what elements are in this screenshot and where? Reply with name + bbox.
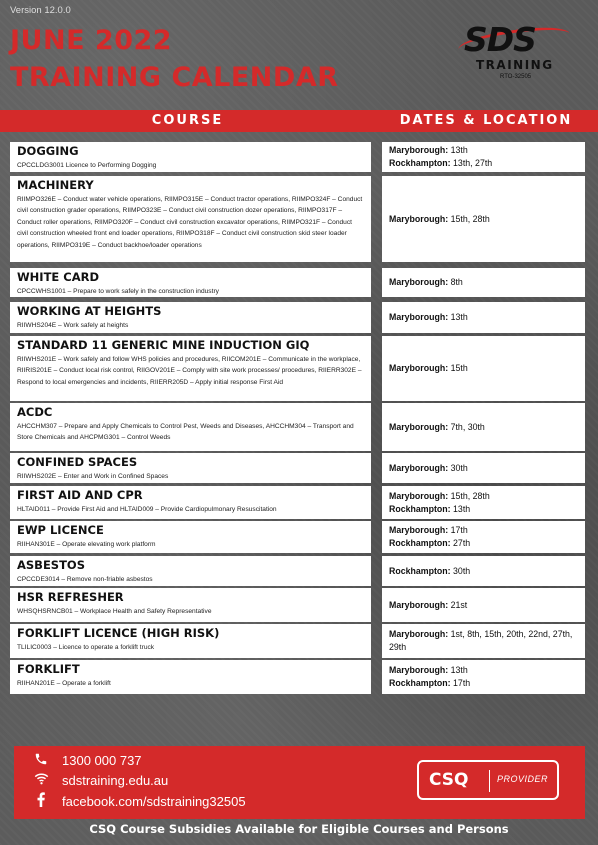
date-line bbox=[389, 524, 578, 537]
course-description: CPCCWHS1001 – Prepare to work safely in the construction industry bbox=[17, 288, 219, 295]
date-line bbox=[389, 565, 578, 578]
wifi-icon bbox=[32, 772, 50, 788]
course-row bbox=[10, 588, 371, 622]
dates-cell bbox=[382, 403, 585, 451]
course-column-header: COURSE bbox=[151, 113, 224, 128]
course-description: HLTAID011 – Provide First Aid and HLTAID009 – Provide Cardiopulmonary Resuscitation bbox=[17, 506, 277, 513]
date-values: 1st, 8th, 15th, 20th, 22nd, 27th, 29th bbox=[389, 629, 573, 652]
dates-cell bbox=[382, 486, 585, 519]
facebook-icon bbox=[32, 792, 50, 810]
course-title: ASBESTOS bbox=[17, 558, 85, 572]
course-description: RIIHAN201E – Operate a forklift bbox=[17, 680, 111, 687]
course-row bbox=[10, 142, 371, 172]
location-label: Maryborough: bbox=[389, 629, 449, 639]
page-title bbox=[10, 22, 339, 96]
location-label: Rockhampton: bbox=[389, 565, 451, 576]
location-label: Maryborough: bbox=[389, 421, 449, 432]
dates-cell bbox=[382, 268, 585, 297]
date-line bbox=[389, 677, 578, 690]
phone-contact[interactable] bbox=[32, 752, 142, 769]
location-label: Maryborough: bbox=[389, 490, 449, 501]
course-description: TLILIC0003 – Licence to operate a forklift truck bbox=[17, 644, 155, 651]
location-label: Maryborough: bbox=[389, 145, 449, 155]
location-label: Maryborough: bbox=[389, 312, 449, 322]
date-values: 7th, 30th bbox=[448, 421, 485, 432]
dates-cell bbox=[382, 521, 585, 553]
date-values: 13th bbox=[448, 312, 468, 322]
date-values: 17th bbox=[448, 525, 468, 535]
course-description: RIIWHS201E – Work safely and follow WHS policies and procedures, RIICOM201E – Communicate in the workplace, RIIRIS201E – Conduct local risk control, RIIGOV201E – Comply with site work processes/ procedures, RIIERR302E – Respond to local emergencies and incidents, RIIERR205D – Apply initial response First Aid bbox=[17, 356, 362, 386]
date-values: 30th bbox=[448, 462, 468, 473]
course-row bbox=[10, 624, 371, 658]
course-title: ACDC bbox=[17, 405, 53, 419]
dates-cell bbox=[382, 336, 585, 401]
date-line bbox=[389, 628, 578, 654]
title-line-1: JUNE 2022 bbox=[10, 25, 173, 56]
date-values: 21st bbox=[448, 599, 468, 610]
date-values: 13th bbox=[448, 665, 468, 675]
course-row bbox=[10, 486, 371, 519]
location-label: Maryborough: bbox=[389, 525, 449, 535]
course-row bbox=[10, 268, 371, 297]
course-description: AHCCHM307 – Prepare and Apply Chemicals to Control Pest, Weeds and Diseases, AHCCHM304 – Transport and Store Chemicals and AHCPMG301 – Control Weeds bbox=[17, 423, 354, 442]
dates-cell bbox=[382, 142, 585, 172]
date-values: 13th bbox=[450, 503, 471, 514]
date-line bbox=[389, 421, 578, 434]
location-label: Rockhampton: bbox=[389, 158, 451, 168]
location-label: Maryborough: bbox=[389, 213, 449, 224]
web-contact[interactable] bbox=[32, 772, 168, 788]
date-line bbox=[389, 599, 578, 612]
location-label: Maryborough: bbox=[389, 665, 449, 675]
course-title: WORKING AT HEIGHTS bbox=[17, 304, 162, 318]
course-description: RIIHAN301E – Operate elevating work platform bbox=[17, 541, 156, 548]
course-description: RIIWHS202E – Enter and Work in Confined Spaces bbox=[17, 473, 169, 480]
course-description: RIIMPO326E – Conduct water vehicle operations, RIIMPO315E – Conduct tractor operations, RIIMPO324F – Conduct civil construction grader operations, RIIMPO323E – Conduct civil construction dozer operations, RIIMPO317F – Conduct roller operations, RIIMPO320F – Conduct civil construction excavator operations, RIIMPO321F – Conduct civil construction wheeled front end loader operations, RIIMPO318F – Conduct civil construction skid steer loader operations, RIIMPO319E – Conduct backhoe/loader operations bbox=[17, 196, 363, 249]
dates-cell bbox=[382, 302, 585, 333]
date-line bbox=[389, 213, 578, 226]
date-line bbox=[389, 537, 578, 550]
date-line bbox=[389, 362, 578, 375]
csq-name: CSQ bbox=[429, 770, 469, 790]
title-line-2: TRAINING CALENDAR bbox=[10, 62, 339, 93]
date-line bbox=[389, 276, 578, 289]
course-row bbox=[10, 403, 371, 451]
date-values: 17th bbox=[450, 678, 471, 688]
version-label: Version 12.0.0 bbox=[10, 5, 71, 16]
phone-number: 1300 000 737 bbox=[62, 753, 142, 768]
dates-cell bbox=[382, 176, 585, 262]
course-title: HSR REFRESHER bbox=[17, 590, 124, 604]
course-description: CPCCLDG3001 Licence to Performing Dogging bbox=[17, 162, 157, 169]
location-label: Maryborough: bbox=[389, 599, 449, 610]
logo-sub: TRAINING bbox=[476, 58, 554, 72]
location-label: Rockhampton: bbox=[389, 538, 451, 548]
location-label: Rockhampton: bbox=[389, 503, 451, 514]
date-values: 15th, 28th bbox=[448, 213, 490, 224]
course-title: FORKLIFT bbox=[17, 662, 80, 676]
date-line bbox=[389, 503, 578, 516]
location-label: Maryborough: bbox=[389, 462, 449, 473]
course-title: MACHINERY bbox=[17, 178, 94, 192]
date-line bbox=[389, 144, 578, 157]
logo-brand: SDS bbox=[464, 20, 536, 59]
location-label: Maryborough: bbox=[389, 277, 449, 287]
facebook-link: facebook.com/sdstraining32505 bbox=[62, 793, 246, 809]
course-row bbox=[10, 521, 371, 553]
course-row bbox=[10, 302, 371, 333]
course-row bbox=[10, 556, 371, 586]
course-description: RIIWHS204E – Work safely at heights bbox=[17, 322, 129, 329]
csq-divider bbox=[489, 770, 490, 792]
location-label: Rockhampton: bbox=[389, 678, 451, 688]
course-title: DOGGING bbox=[17, 144, 79, 158]
logo-rto: RTO-32505 bbox=[500, 74, 532, 80]
course-description: WHSQHSRNCB01 – Workplace Health and Safety Representative bbox=[17, 608, 212, 615]
website-link: sdstraining.edu.au bbox=[62, 772, 169, 788]
dates-cell bbox=[382, 660, 585, 694]
dates-cell bbox=[382, 624, 585, 658]
contact-footer bbox=[14, 746, 585, 819]
dates-cell bbox=[382, 588, 585, 622]
date-values: 15th bbox=[448, 363, 468, 373]
subsidy-notice: CSQ Course Subsidies Available for Eligible Courses and Persons bbox=[89, 822, 509, 836]
course-description: CPCCDE3014 – Remove non-friable asbestos bbox=[17, 576, 153, 583]
course-title: FIRST AID AND CPR bbox=[17, 488, 143, 502]
date-line bbox=[389, 664, 578, 677]
course-row bbox=[10, 336, 371, 401]
sds-logo bbox=[458, 20, 576, 80]
dates-cell bbox=[382, 453, 585, 483]
dates-cell bbox=[382, 556, 585, 586]
course-row bbox=[10, 660, 371, 694]
course-row bbox=[10, 453, 371, 483]
course-row bbox=[10, 176, 371, 262]
date-values: 27th bbox=[450, 538, 471, 548]
date-line bbox=[389, 311, 578, 324]
phone-icon bbox=[32, 752, 50, 769]
date-values: 30th bbox=[450, 565, 471, 576]
course-title: STANDARD 11 GENERIC MINE INDUCTION GIQ bbox=[17, 338, 310, 352]
dates-column-header: DATES & LOCATION bbox=[399, 113, 573, 128]
location-label: Maryborough: bbox=[389, 363, 449, 373]
date-values: 13th, 27th bbox=[450, 158, 493, 168]
date-values: 15th, 28th bbox=[448, 490, 490, 501]
date-values: 13th bbox=[448, 145, 468, 155]
course-title: EWP LICENCE bbox=[17, 523, 104, 537]
csq-provider-badge bbox=[417, 760, 559, 800]
course-title: CONFINED SPACES bbox=[17, 455, 138, 469]
date-line bbox=[389, 157, 578, 170]
csq-provider-label: PROVIDER bbox=[497, 774, 549, 784]
date-line bbox=[389, 490, 578, 503]
facebook-contact[interactable] bbox=[32, 792, 246, 810]
date-values: 8th bbox=[448, 277, 463, 287]
course-title: WHITE CARD bbox=[17, 270, 100, 284]
date-line bbox=[389, 462, 578, 475]
course-title: FORKLIFT LICENCE (HIGH RISK) bbox=[17, 626, 220, 640]
